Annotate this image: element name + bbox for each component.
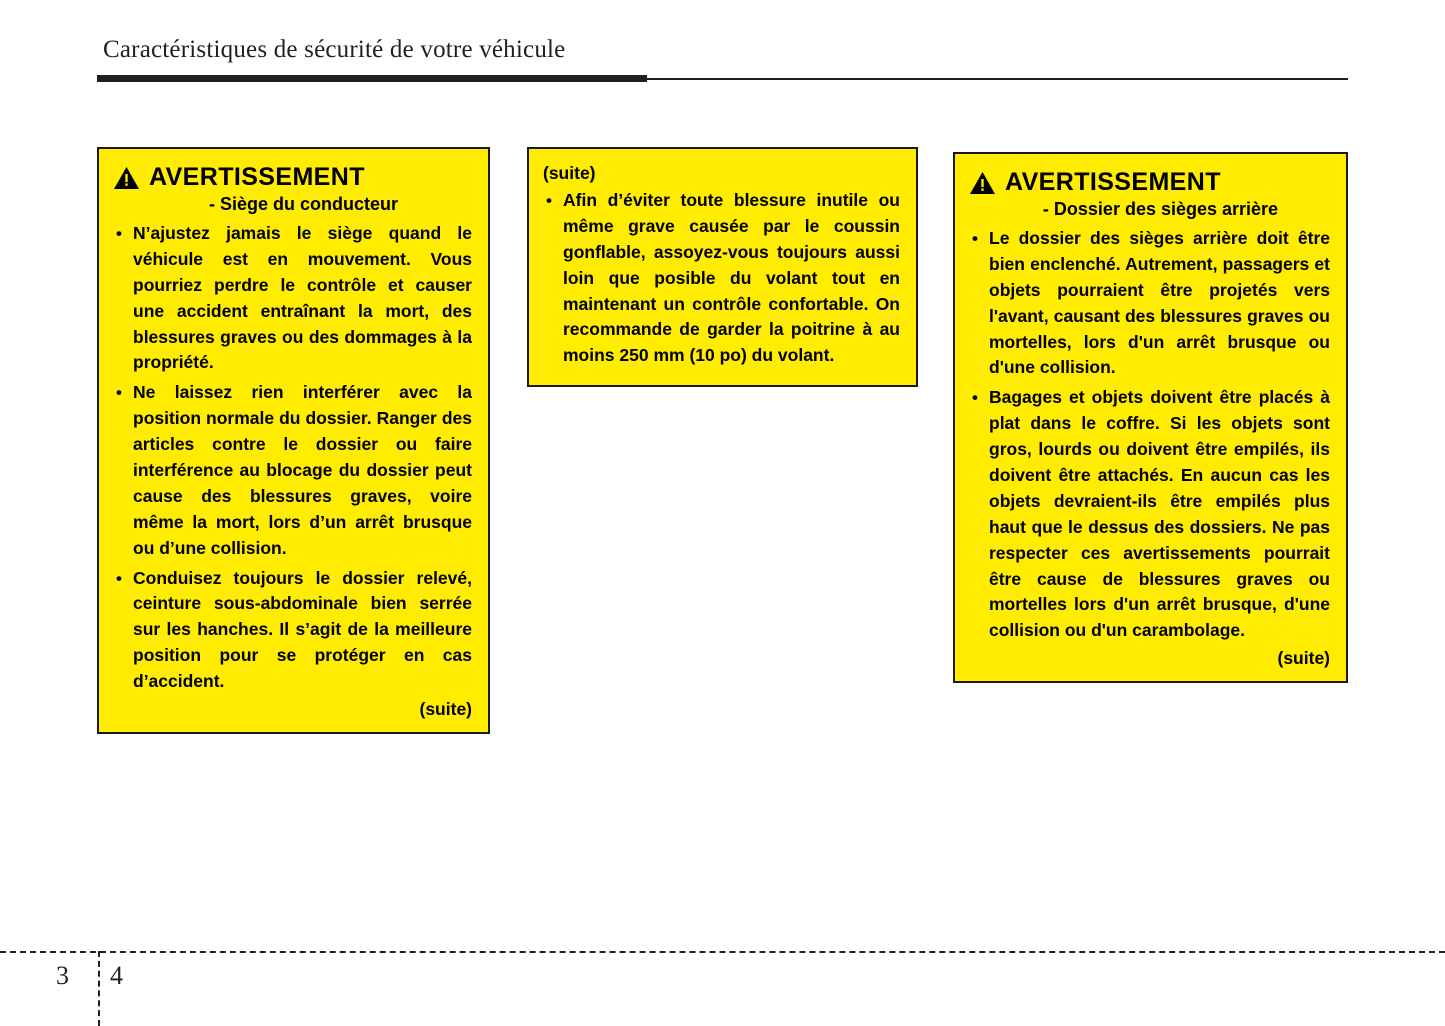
warning-heading: AVERTISSEMENT xyxy=(1005,168,1221,196)
chapter-number: 3 xyxy=(56,961,69,990)
list-item: • Bagages et objets doivent être placés à plat dans le coffre. Si les objets sont gros, lourds ou doivent être empilés, ils doivent être attachés. En aucun cas les objets devraient-ils être empilés plus haut que le dessus des dossiers. Ne pas respecter ces avertissements pourrait être cause de blessures graves ou mortelles lors d'un arrêt brusque, d'une collision ou d'un carambolage. xyxy=(969,385,1330,644)
list-item: • Afin d’éviter toute blessure inutile ou même grave causée par le coussin gonflable, assoyez-vous toujours aussi loin que posible du volant tout en maintenant un contrôle confortable. On recommande de garder la poitrine à au moins 250 mm (10 po) du volant. xyxy=(543,188,900,369)
warning-list xyxy=(969,226,1330,644)
footer-vertical-divider xyxy=(98,951,100,1026)
header-rule-thin xyxy=(647,78,1348,80)
header-rule-thick xyxy=(97,75,647,82)
warning-box-driver-seat xyxy=(97,147,490,734)
continued-label: (suite) xyxy=(543,163,596,183)
list-item: • Le dossier des sièges arrière doit être bien enclenché. Autrement, passagers et objets pourraient être projetés vers l'avant, causant des blessures graves ou mortelles, lors d'un arrêt brusque ou d'une collision. xyxy=(969,226,1330,381)
warning-heading: AVERTISSEMENT xyxy=(149,163,365,191)
page-number: 4 xyxy=(110,961,123,990)
warning-subheading: - Siège du conducteur xyxy=(208,194,399,214)
warning-list xyxy=(113,221,472,695)
page-footer xyxy=(0,951,1445,1026)
list-item: • N’ajustez jamais le siège quand le véhicule est en mouvement. Vous pourriez perdre le contrôle et causer une accident entraînant la mort, des blessures graves ou des dommages à la propriété. xyxy=(113,221,472,376)
warning-box-continued xyxy=(527,147,918,387)
warning-triangle-icon xyxy=(969,171,996,195)
list-item: • Ne laissez rien interférer avec la position normale du dossier. Ranger des articles contre le dossier ou faire interférence au blocage du dossier peut cause des blessures graves, voire même la mort, lors d’un arrêt brusque ou d’une collision. xyxy=(113,380,472,561)
warning-triangle-icon xyxy=(113,166,140,190)
continued-label: (suite) xyxy=(419,699,472,720)
continued-label: (suite) xyxy=(1277,648,1330,669)
warning-header xyxy=(969,168,1330,197)
warning-subheading: - Dossier des sièges arrière xyxy=(1042,199,1279,219)
page-title: Caractéristiques de sécurité de votre véhicule xyxy=(103,36,566,63)
footer-divider xyxy=(0,951,1445,953)
warning-box-rear-seatback xyxy=(953,152,1348,683)
list-item: • Conduisez toujours le dossier relevé, ceinture sous-abdominale bien serrée sur les hanches. Il s’agit de la meilleure position pour se protéger en cas d’accident. xyxy=(113,566,472,695)
warning-list xyxy=(543,188,900,369)
warning-header xyxy=(113,163,472,192)
page-header xyxy=(97,36,1348,82)
